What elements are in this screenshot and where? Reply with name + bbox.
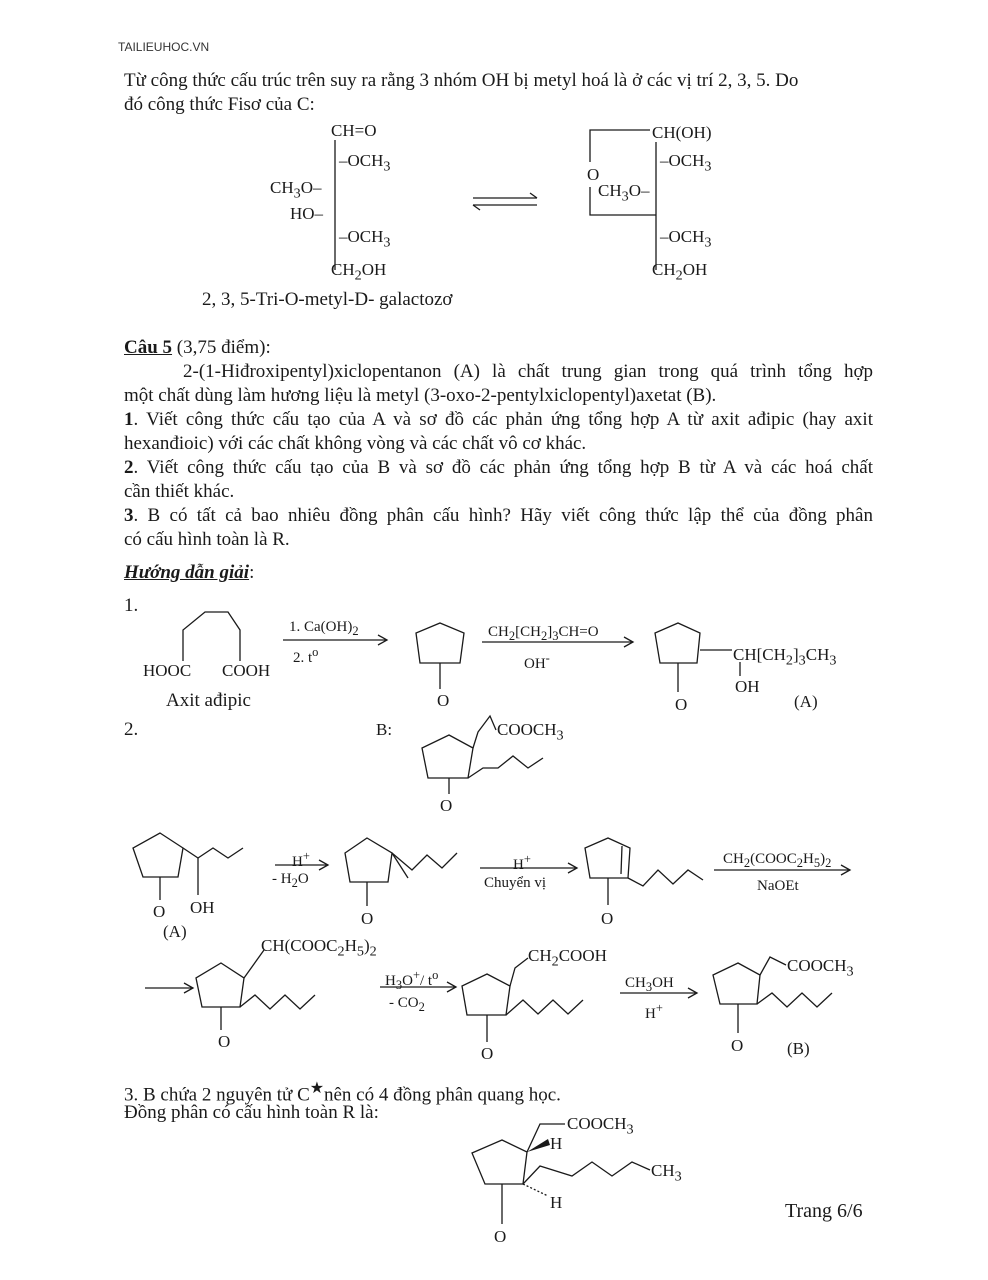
question-1-cont: hexanđioic) với các chất không vòng và các chất vô cơ khác. <box>124 433 587 454</box>
reaction-arrow-2 <box>482 637 633 647</box>
reaction-arrow-3 <box>275 860 328 870</box>
reaction-arrow-6 <box>380 982 456 992</box>
ketone-o-1: O <box>437 691 450 710</box>
fischer-left-aldehyde: CH=O <box>331 121 377 140</box>
reagent-2-top: $CH_2[CH_2]_3CH=O$ <box>488 624 599 643</box>
reagent-3-bottom: - $H_2O$ <box>272 871 309 890</box>
ester-o: O <box>731 1036 744 1055</box>
question-2-cont: cần thiết khác. <box>124 481 235 502</box>
part-3-line-1: 3. B chứa 2 nguyên tử C★nên có 4 đồng phân quang học. <box>124 1080 561 1106</box>
label-a-2: (A) <box>163 922 187 941</box>
reagent-3-top: H+ <box>292 849 310 870</box>
fischer-right-ch3o: $CH_3O-$ <box>598 181 650 205</box>
hydroxy-oh: OH <box>735 677 760 696</box>
b-cooch3: $COOCH_3$ <box>497 720 564 744</box>
reaction-arrow-4 <box>480 863 577 873</box>
a-ketone-o: O <box>153 902 166 921</box>
label-b: (B) <box>787 1039 810 1058</box>
fischer-right-ring-o: O <box>587 165 600 184</box>
ester-chain: $COOCH_3$ <box>787 956 854 980</box>
part-1-label: 1. <box>124 595 139 616</box>
enone-o: O <box>361 909 374 928</box>
fischer-left-och3-a: $-OCH_3$ <box>339 151 391 175</box>
reagent-2-bottom: OH- <box>524 651 550 672</box>
reaction-arrow-5 <box>714 865 850 875</box>
question-1: 1. Viết công thức cấu tạo của A và sơ đồ các phản ứng tổng hợp A từ axit ađipic (hay axit <box>124 409 873 430</box>
compound-b-ring <box>422 716 543 794</box>
acid-ring <box>462 958 583 1042</box>
reagent-5-bottom: NaOEt <box>757 878 799 894</box>
page-number: Trang 6/6 <box>785 1200 863 1222</box>
question-3: 3. B có tất cả bao nhiêu đồng phân cấu hình? Hãy viết công thức lập thể của đồng phân <box>124 505 873 526</box>
site-watermark: TAILIEUHOC.VN <box>118 40 210 54</box>
question-2: 2. Viết công thức cấu tạo của B và sơ đồ các phản ứng tổng hợp B từ A và các hoá chất <box>124 457 873 478</box>
fischer-right-hemiacetal: CH(OH) <box>652 123 712 142</box>
lead-arrow <box>145 983 193 993</box>
label-a-1: (A) <box>794 692 818 711</box>
intro-line-1: Từ công thức cấu trúc trên suy ra rằng 3 nhóm OH bị metyl hoá là ở các vị trí 2, 3, 5. Do <box>124 70 799 91</box>
reagent-4-top: H+ <box>513 852 531 873</box>
fischer-left-ch2oh: $CH_2OH$ <box>331 260 387 284</box>
stereo-ketone-o: O <box>494 1227 507 1246</box>
part-3-line-2: Đồng phân có cấu hình toàn R là: <box>124 1102 379 1123</box>
adipic-acid-skeleton <box>183 612 240 661</box>
equilibrium-arrow <box>473 193 537 210</box>
compound-a-ring <box>655 623 740 692</box>
stereo-ring <box>472 1124 650 1224</box>
reagent-1-top: 1. $Ca(OH)_2$ <box>289 619 359 638</box>
reaction-arrow-1 <box>283 635 387 645</box>
stereo-ch3: $CH_3$ <box>651 1161 682 1185</box>
reaction-arrow-7 <box>620 988 697 998</box>
hydroxypentyl-chain: $CH[CH_2]_3CH_3$ <box>733 645 837 669</box>
fischer-right-och3-b: $-OCH_3$ <box>660 227 712 251</box>
acid-chain: $CH_2COOH$ <box>528 946 607 970</box>
stereo-h-1: H <box>550 1134 563 1153</box>
reagent-1-bottom: 2. $t^o$ <box>293 645 319 666</box>
reagent-6-top: $H_3O^+/$ $t^o$ <box>385 968 439 992</box>
fischer-left-och3-b: $-OCH_3$ <box>339 227 391 251</box>
fischer-right-backbone <box>590 130 656 270</box>
reagent-4-bottom: Chuyển vị <box>484 875 547 891</box>
exocyclic-enone <box>345 838 457 906</box>
stereo-cooch3: $COOCH_3$ <box>567 1114 634 1138</box>
adduct-o: O <box>218 1032 231 1051</box>
malonate-adduct: $CH(COOC_2H_5)_2$ <box>261 936 377 960</box>
cooh-label: COOH <box>222 661 271 680</box>
malonate-adduct-ring <box>196 950 315 1030</box>
acid-o: O <box>481 1044 494 1063</box>
question-heading: Câu 5 (3,75 điểm): <box>124 337 271 358</box>
compound-a-ring-2 <box>133 833 243 900</box>
fischer-right-ch2oh: $CH_2OH$ <box>652 260 708 284</box>
reagent-7-bottom: H+ <box>645 1001 663 1022</box>
question-para-2: một chất dùng làm hương liệu là metyl (3-oxo-2-pentylxiclopentyl)axetat (B). <box>124 385 717 406</box>
question-3-cont: có cấu hình toàn là R. <box>124 529 290 550</box>
adipic-acid-label: Axit ađipic <box>166 690 251 711</box>
fischer-right-och3-a: $-OCH_3$ <box>660 151 712 175</box>
ester-ring <box>713 957 832 1033</box>
part-2-label: 2. <box>124 719 139 740</box>
cyclopentanone-1 <box>416 623 464 689</box>
reagent-6-bottom: - $CO_2$ <box>389 995 425 1014</box>
a-oh: OH <box>190 898 215 917</box>
ketone-o-2: O <box>675 695 688 714</box>
reagent-7-top: $CH_3OH$ <box>625 975 674 994</box>
endocyclic-enone <box>585 838 703 905</box>
enone2-o: O <box>601 909 614 928</box>
fischer-left-ho: HO– <box>290 204 324 223</box>
solution-heading: Hướng dẫn giải: <box>124 562 255 583</box>
reagent-5-top: $CH_2(COOC_2H_5)_2$ <box>723 851 832 870</box>
b-label: B: <box>376 720 393 739</box>
fischer-left-ch3o: $CH_3O-$ <box>270 178 322 202</box>
hooc-label: HOOC <box>143 661 192 680</box>
stereo-h-2: H <box>550 1193 563 1212</box>
b-ketone-o: O <box>440 796 453 815</box>
question-para-1: 2-(1-Hiđroxipentyl)xiclopentanon (A) là chất trung gian trong quá trình tổng hợp <box>183 361 873 382</box>
compound-name: 2, 3, 5-Tri-O-metyl-D- galactozơ <box>202 289 453 310</box>
intro-line-2: đó công thức Fisơ của C: <box>124 94 315 115</box>
